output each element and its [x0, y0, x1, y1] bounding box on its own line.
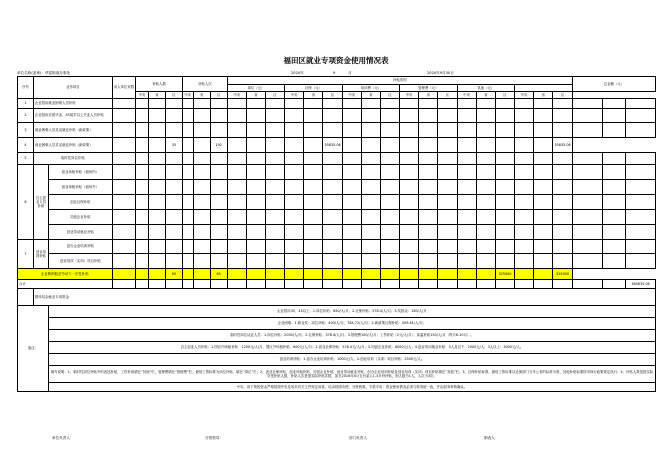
col-subsidy-people: 补贴人数	[136, 77, 183, 92]
table-row	[18, 210, 656, 225]
note-row	[18, 318, 656, 330]
note-row	[18, 306, 656, 318]
sub-district: 区	[266, 92, 285, 99]
sub-central: 中央	[227, 92, 246, 99]
sub-province: 省	[361, 92, 380, 99]
sub-district: 区	[380, 92, 399, 99]
col-training: 培训费（元）	[342, 85, 399, 92]
report-month: 9	[333, 71, 336, 75]
row-project: 合计	[18, 280, 113, 289]
col-project: 业务项目	[33, 77, 112, 99]
row-seq: 1	[18, 99, 34, 109]
col-social: 社保（元）	[285, 85, 342, 92]
signature-unit-head: 单位负责人：	[52, 436, 74, 440]
row-project: 创业场租补贴（租场外）	[48, 180, 112, 195]
note-row	[18, 366, 656, 383]
funds-table	[17, 76, 656, 392]
col-post: 岗位（元）	[227, 85, 284, 92]
row-seq: 6	[18, 165, 34, 240]
note-row	[18, 330, 656, 342]
row-project: 创业培训（实训）项目补贴	[48, 254, 112, 269]
sub-province: 省	[148, 92, 165, 99]
note-line: 企业困难：1.职业奖：岗位补贴：400/人/月，784.72/人/月；2.新政策社保补贴：509.81/人/月；	[48, 318, 655, 330]
note-row	[18, 342, 656, 354]
table-row	[18, 99, 656, 109]
sub-central: 中央	[342, 92, 361, 99]
row-count: 65	[210, 269, 227, 280]
sub-central: 中央	[400, 92, 419, 99]
col-unit-count: 用人单位家数	[112, 77, 135, 99]
note-line: 中央、省下拨的资金严格按照中央及省市有关文件规定用款、结余按照市使、分账核算，专款专用；资金使用情况必须与财务统一致，并由财务审核确认。	[48, 383, 655, 392]
table-row	[18, 165, 656, 180]
table-row	[18, 180, 656, 195]
row-project: 创业场租补贴（租场内）	[48, 165, 112, 180]
row-seq: 2	[18, 109, 34, 123]
note-line: 填写说明：1、临时性岗位补贴中的表述补贴，工伤补贴填在“其他”栏，管理费填在“管理费”栏，最低工资标准为岗位补贴，填在“岗位”栏；2、创业社保补贴、创业场租补贴、初创企业补贴、创业带动就业补贴、创办企业培训补贴及创业培训（实训）项目补贴填在“其他”栏；3、社保补贴标准、最低工资标准以社保部门当年公布的标准为准，其他补贴标准按市现行政策规定执行；4、补贴人数是指实际享受补贴人数，补贴人次是指实际补贴次数，如在2016年4月支付某人1-3月份补贴，则人数为1人，人次为3次。	[48, 366, 655, 383]
col-seq: 序号	[18, 77, 34, 99]
row-project: 临时性岗位补贴	[33, 153, 112, 165]
row-group: 自主创业人员补贴	[33, 165, 48, 240]
sub-district: 区	[165, 92, 182, 99]
sub-central: 中央	[515, 92, 534, 99]
report-date: 2020年9月30日	[427, 71, 454, 75]
row-seq: 4	[18, 138, 34, 153]
row-seq: 5	[18, 153, 34, 165]
col-total: 总金额（元）	[572, 77, 655, 92]
table-row	[18, 109, 656, 123]
row-group: 创业培训补贴	[33, 240, 48, 269]
note-line: 企业招用35、45以上：1.岗位补贴：850/人/月；2.社保补贴：578.4/人/月；3.奖励金：180/人/月	[48, 306, 655, 318]
row-seq: 3	[18, 123, 34, 138]
row-people: 65	[165, 269, 182, 280]
page-title: 福田区就业专项资金使用情况表	[283, 56, 389, 65]
table-row-highlight	[18, 269, 656, 280]
sub-central: 中央	[285, 92, 304, 99]
sub-province: 省	[476, 92, 495, 99]
row-project: 就业困难人员灵活就业补贴（新政策）	[33, 123, 112, 138]
row-total: 380835.06	[625, 280, 655, 289]
row-project: 就业困难人员灵活就业补贴（新政策）	[33, 138, 112, 153]
notes-label: 备注：	[18, 306, 49, 392]
row-total: 55835.06	[553, 138, 572, 153]
sub-central: 中央	[457, 92, 476, 99]
row-project: 创业带动就业补贴	[48, 225, 112, 240]
row-project: 企业吸纳脱贫劳动力一次性补贴	[18, 269, 113, 280]
table-row	[18, 123, 656, 138]
col-management: 管理费（元）	[400, 85, 457, 92]
table-row-total	[18, 280, 656, 289]
row-people: 35	[165, 138, 182, 153]
table-row	[18, 240, 656, 254]
table-row	[18, 138, 656, 153]
col-subsidy-count: 补贴人次	[182, 77, 227, 92]
unit-name: 单位名称(盖章)：华富街道办事处	[17, 71, 71, 75]
sub-province: 省	[246, 92, 265, 99]
table-row	[18, 195, 656, 210]
sub-district: 区	[438, 92, 457, 99]
sub-central: 中央	[184, 92, 192, 97]
sub-province: 省	[193, 92, 210, 99]
table-row	[18, 254, 656, 269]
note-line: 创业培训补贴：1.创办企业培训补贴：1000元/人；2.创业培训（实训）项目补贴：2500元/人。	[48, 354, 655, 366]
row-count: 192	[210, 138, 227, 153]
sub-district: 区	[495, 92, 514, 99]
row-other-district: 325000	[495, 269, 514, 280]
note-line: 自主创业人员补贴：1.园区内场租补贴：1200元/人/月，园区外场租补贴：600元/人/月；2.创业社保补贴：578.4元/人/月；3.初创企业补贴：6000元/人；4.创业带动就业补贴：3人及以下：2000元/人，3人以上：3000元/人。	[48, 342, 655, 354]
sub-province: 省	[304, 92, 323, 99]
row-seq: 7	[18, 240, 34, 269]
sub-district: 区	[553, 92, 572, 99]
note-line: 临时性岗位从业人员：1.岗位补贴：2030/人/月；2.社保补贴：578.4/人/月；3.管理费100/人/月；工伤补贴（2元/人/月）；高温补贴150/人/月（每月6-10月）。	[48, 330, 655, 342]
sub-province: 省	[419, 92, 438, 99]
row-project: 企业招用就业困难人员补贴	[33, 99, 112, 109]
row-social-district: 55835.06	[323, 138, 342, 153]
balance-row	[18, 289, 656, 306]
col-other: 其他（元）	[457, 85, 514, 92]
table-row	[18, 225, 656, 240]
report-month-suffix: 月	[348, 71, 352, 75]
signature-manager: 分管领导：	[205, 436, 223, 440]
signature-dept-head: 部门负责人：	[349, 436, 371, 440]
balance-label: 期末结余就业专项资金：	[33, 289, 655, 306]
row-project: 初创企业补贴	[48, 210, 112, 225]
row-project: 企业招用应届毕业、45周岁以上失业人员补贴	[33, 109, 112, 123]
sub-district: 区	[323, 92, 342, 99]
table-row	[18, 153, 656, 165]
sub-district: 区	[210, 92, 227, 99]
sub-province: 省	[534, 92, 553, 99]
col-subsidy-type: 补贴类别	[227, 77, 572, 85]
signature-preparer: 制表人：	[484, 436, 499, 440]
note-row	[18, 354, 656, 366]
sub-central: 中央	[136, 92, 149, 99]
report-year: 2020年	[291, 71, 304, 75]
row-project: 创业社保补贴	[48, 195, 112, 210]
row-total: 325000	[553, 269, 572, 280]
row-project: 创办企业培训补贴	[48, 240, 112, 254]
note-row	[18, 383, 656, 392]
